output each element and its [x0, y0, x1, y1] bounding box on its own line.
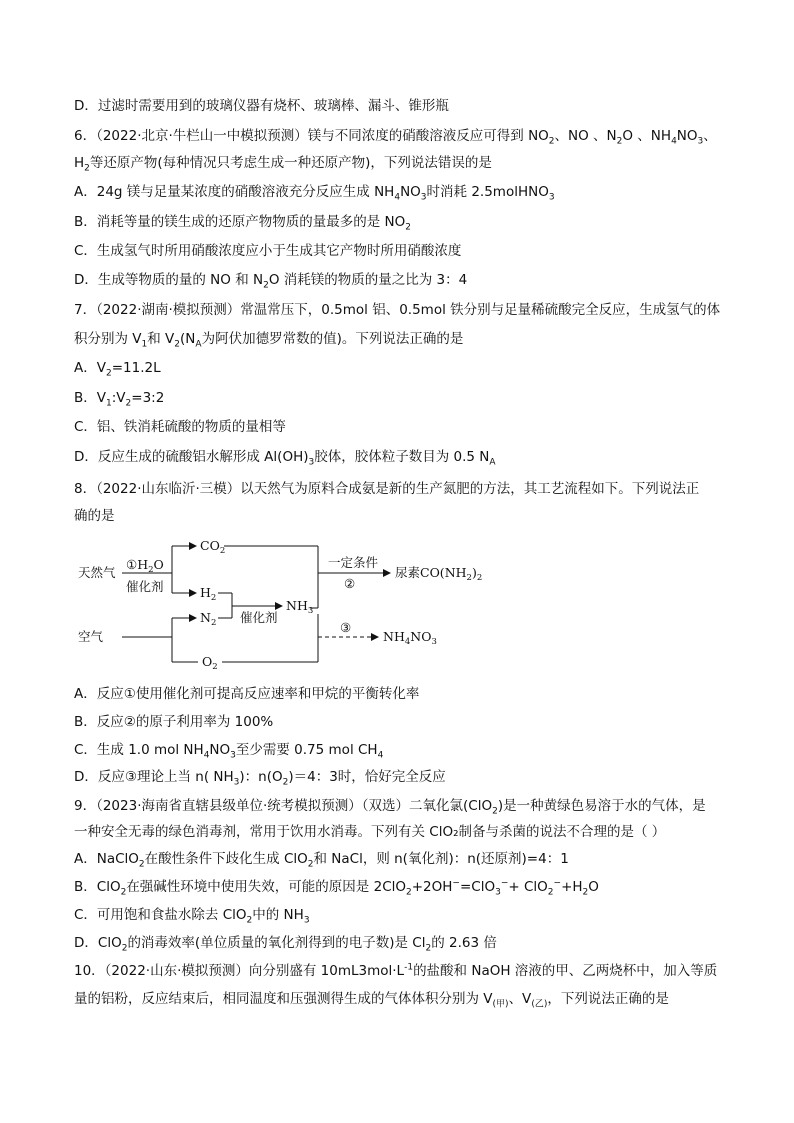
q6-option-d: D．生成等物质的量的 NO 和 $N_2O$ 消耗镁的物质的量之比为 3：4 — [74, 272, 468, 291]
q6-option-c: C．生成氢气时所用硝酸浓度应小于生成其它产物时所用硝酸浓度 — [74, 243, 462, 259]
q8-option-d: D．反应③理论上当 n( $NH_3$)：$n(O_2)=4$：3时，恰好完全反应 — [74, 769, 446, 788]
q9-stem-line2: 一种安全无毒的绿色消毒剂，常用于饮用水消毒。下列有关 ClO₂制备与杀菌的说法不合理的是（ ） — [74, 824, 666, 840]
q7-option-a: A．$V_2=11.2L$ — [74, 360, 161, 379]
q7-option-d: D．反应生成的硫酸铝水解形成 $Al(OH)_3$胶体，胶体粒子数目为 0.5 $N_A$ — [74, 449, 496, 468]
label-natural-gas: 天然气 — [78, 565, 116, 580]
q6-stem-line2: $H_2$等还原产物(每种情况只考虑生成一种还原产物)，下列说法错误的是 — [74, 155, 492, 174]
label-step2: ② — [344, 576, 356, 591]
label-catalyst-2: 催化剂 — [240, 610, 278, 625]
q7-option-c: C．铝、铁消耗硫酸的物质的量相等 — [74, 419, 286, 435]
q9-option-c: C．可用饱和食盐水除去 ClO$_2$中的 $NH_3$ — [74, 907, 310, 926]
q5-option-d: D．过滤时需要用到的玻璃仪器有烧杯、玻璃棒、漏斗、锥形瓶 — [74, 98, 449, 114]
q6-option-a: A．24g 镁与足量某浓度的硝酸溶液充分反应生成 $NH_4NO_3$时消耗 2.5molHNO$_3$ — [74, 184, 555, 203]
q9-option-a: A．NaClO$_2$在酸性条件下歧化生成 ClO$_2$和 NaCl，则 n(氧化剂)：n(还原剂)=4：1 — [74, 851, 569, 870]
ammonia-process-flowchart — [74, 536, 494, 676]
q10-stem-line1: 10．（2022·山东·模拟预测）向分别盛有 $10mL3mol\cdot L^{-1}$的盐酸和 NaOH 溶液的甲、乙两烧杯中，加入等质 — [74, 962, 718, 979]
label-step1-water: $①H_2O$ — [126, 557, 164, 575]
q7-stem-line1: 7．（2022·湖南·模拟预测）常温常压下，0.5mol 铝、0.5mol 铁分别与足量稀硫酸完全反应，生成氢气的体 — [74, 302, 721, 318]
flowchart-svg — [74, 536, 494, 676]
q6-stem-line1: 6．（2022·北京·牛栏山一中模拟预测）镁与不同浓度的硝酸溶液反应可得到 $NO_2$、NO 、$N_2O$ 、$NH_4NO_3$、 — [74, 128, 717, 147]
label-condition: 一定条件 — [328, 555, 379, 570]
q6-option-b: B．消耗等量的镁生成的还原产物物质的量最多的是 $NO_2$ — [74, 214, 412, 233]
q8-stem-line2: 确的是 — [74, 508, 115, 524]
label-urea: 尿素$CO(NH_2)_2$ — [395, 565, 483, 583]
q8-option-b: B．反应②的原子利用率为 100% — [74, 714, 274, 730]
label-nh4no3: $NH_4NO_3$ — [383, 629, 437, 647]
label-step3: ③ — [340, 620, 352, 635]
label-air: 空气 — [78, 629, 104, 644]
label-o2: $O_2$ — [202, 654, 218, 672]
label-n2: $N_2$ — [200, 610, 217, 628]
label-h2: $H_2$ — [200, 585, 217, 603]
q10-stem-line2: 量的铝粉，反应结束后，相同温度和压强测得生成的气体体积分别为 $V_{(甲)}$、$V_{(乙)}$，下列说法正确的是 — [74, 991, 669, 1010]
q9-option-d: D．ClO$_2$的消毒效率(单位质量的氧化剂得到的电子数)是 $Cl_2$的 2.63 倍 — [74, 935, 497, 954]
q8-stem-line1: 8．（2022·山东临沂·三模）以天然气为原料合成氨是新的生产氮肥的方法，其工艺流程如下。下列说法正 — [74, 481, 700, 497]
q9-option-b: B．ClO$_2$在强碱性环境中使用失效，可能的原因是 $2ClO_2+2OH^-=ClO_3^-+ ClO_2^-+H_2O$ — [74, 878, 599, 898]
q9-stem-line1: 9．（2023·海南省直辖县级单位·统考模拟预测）（双选）二氧化氯(ClO$_2$)是一种黄绿色易溶于水的气体，是 — [74, 798, 706, 817]
q7-option-b: B．$V_1:V_2=3:2$ — [74, 390, 165, 409]
label-nh3: $NH_3$ — [286, 598, 314, 616]
q8-option-a: A．反应①使用催化剂可提高反应速率和甲烷的平衡转化率 — [74, 686, 420, 702]
q7-stem-line2: 积分别为 $V_1$和 $V_2(N_A$为阿伏加德罗常数的值)。下列说法正确的是 — [74, 331, 464, 350]
q8-option-c: C．生成 1.0 mol $NH_4NO_3$至少需要 0.75 mol $CH_4$ — [74, 742, 384, 761]
label-co2: $CO_2$ — [200, 538, 226, 556]
label-catalyst-1: 催化剂 — [126, 579, 164, 594]
